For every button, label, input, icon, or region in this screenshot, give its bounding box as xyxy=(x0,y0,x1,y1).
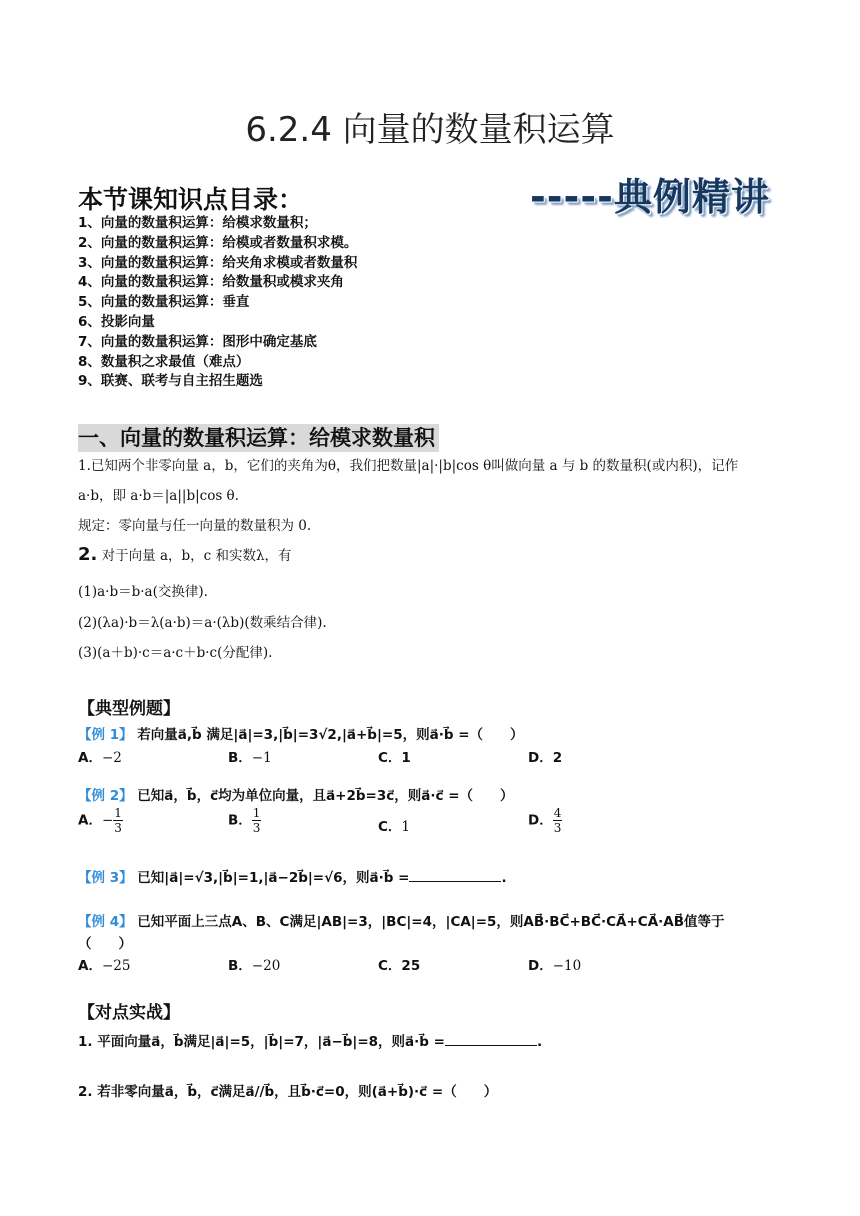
option-b: B．−1 xyxy=(228,750,272,766)
option-c: C．1 xyxy=(378,819,411,835)
option-d: D． $\frac{4}{3}$ xyxy=(528,806,562,835)
example-tag: 【例 3】 xyxy=(78,870,133,886)
example-text: 已知平面上三点A、B、C满足|AB|=3，|BC|=4，|CA|=5，则AB⃗·BC⃗+BC⃗·CA⃗+CA⃗·AB⃗值等于 xyxy=(137,914,725,930)
example-tag: 【例 4】 xyxy=(78,914,133,930)
example-4-paren: （ ） xyxy=(78,936,132,952)
toc-item: 9、联赛、联考与自主招生题选 xyxy=(78,373,263,390)
toc-item: 4、向量的数量积运算：给数量积或模求夹角 xyxy=(78,274,344,291)
toc-item: 2、向量的数量积运算：给模或者数量积求模。 xyxy=(78,234,358,251)
option-d: D．−10 xyxy=(528,958,582,974)
example-tag: 【例 1】 xyxy=(78,727,133,743)
typical-examples-heading: 【典型例题】 xyxy=(78,699,180,719)
toc-item: 7、向量的数量积运算：图形中确定基底 xyxy=(78,333,317,350)
page-title: 6.2.4 向量的数量积运算 xyxy=(245,110,615,150)
definition-line-2: a·b，即 a·b＝|a||b|cos θ. xyxy=(78,488,239,504)
law-intro-line xyxy=(78,544,292,565)
example-text: 若向量a⃗,b⃗ 满足|a⃗|=3,|b⃗|=3√2,|a⃗+b⃗|=5，则a⃗·b⃗ =（ ） xyxy=(137,727,524,743)
answer-blank[interactable] xyxy=(409,869,501,882)
option-a: A．−25 xyxy=(78,958,131,974)
law-intro: 对于向量 a，b，c 和实数λ，有 xyxy=(101,548,292,564)
definition-line-1: 1.已知两个非零向量 a，b，它们的夹角为θ，我们把数量|a|·|b|cos θ叫做向量 a 与 b 的数量积(或内积)，记作 xyxy=(78,458,739,474)
option-d: D．2 xyxy=(528,750,563,766)
example-1 xyxy=(78,723,524,743)
banner-typical-examples: -----典例精讲 xyxy=(530,175,770,219)
toc-item: 1、向量的数量积运算：给模求数量积； xyxy=(78,215,317,231)
practice-2 xyxy=(78,1080,497,1100)
example-3: 【例 3】 已知|a⃗|=√3,|b⃗|=1,|a⃗−2b⃗|=√6，则a⃗·b⃗ = . xyxy=(78,870,507,886)
answer-blank[interactable] xyxy=(445,1033,537,1046)
option-c: C．25 xyxy=(378,958,421,974)
toc-item: 3、向量的数量积运算：给夹角求模或者数量积 xyxy=(78,254,358,271)
toc-item: 8、数量积之求最值（难点） xyxy=(78,353,250,370)
law-associative: (2)(λa)·b＝λ(a·b)＝a·(λb)(数乘结合律). xyxy=(78,615,327,631)
option-a: A．− $\frac{1}{3}$ xyxy=(78,806,122,835)
practice-heading: 【对点实战】 xyxy=(78,1003,180,1023)
example-tag: 【例 2】 xyxy=(78,788,133,804)
law-number: 2. xyxy=(78,544,98,565)
practice-1: 1. 平面向量a⃗，b⃗满足|a⃗|=5，|b⃗|=7，|a⃗−b⃗|=8，则a⃗·b⃗ = . xyxy=(78,1034,543,1050)
option-b: B． $\frac{1}{3}$ xyxy=(228,806,261,835)
law-distributive: (3)(a＋b)·c＝a·c＋b·c(分配律). xyxy=(78,645,273,661)
toc-item: 5、向量的数量积运算：垂直 xyxy=(78,294,250,311)
zero-vector-rule: 规定：零向量与任一向量的数量积为 0. xyxy=(78,518,312,534)
toc-item: 6、投影向量 xyxy=(78,313,155,330)
practice-text: 2. 若非零向量a⃗，b⃗，c⃗满足a⃗//b⃗，且b⃗·c⃗=0，则(a⃗+b⃗)·c⃗ =（ ） xyxy=(78,1084,498,1100)
example-text: 已知a⃗，b⃗，c⃗均为单位向量，且a⃗+2b⃗=3c⃗，则a⃗·c⃗ =（ ） xyxy=(137,788,514,804)
example-text: 已知|a⃗|=√3,|b⃗|=1,|a⃗−2b⃗|=√6，则a⃗·b⃗ = xyxy=(137,870,410,886)
law-commutative: (1)a·b＝b·a(交换律). xyxy=(78,584,208,600)
example-4 xyxy=(78,910,725,930)
toc-list xyxy=(78,214,357,392)
option-c: C．1 xyxy=(378,750,411,766)
practice-text: 1. 平面向量a⃗，b⃗满足|a⃗|=5，|b⃗|=7，|a⃗−b⃗|=8，则a⃗·b⃗ = xyxy=(78,1034,445,1050)
section-heading: 一、向量的数量积运算：给模求数量积 xyxy=(78,424,439,452)
example-2 xyxy=(78,784,514,804)
toc-heading: 本节课知识点目录： xyxy=(78,185,304,214)
option-b: B．−20 xyxy=(228,958,281,974)
option-a: A．−2 xyxy=(78,750,122,766)
